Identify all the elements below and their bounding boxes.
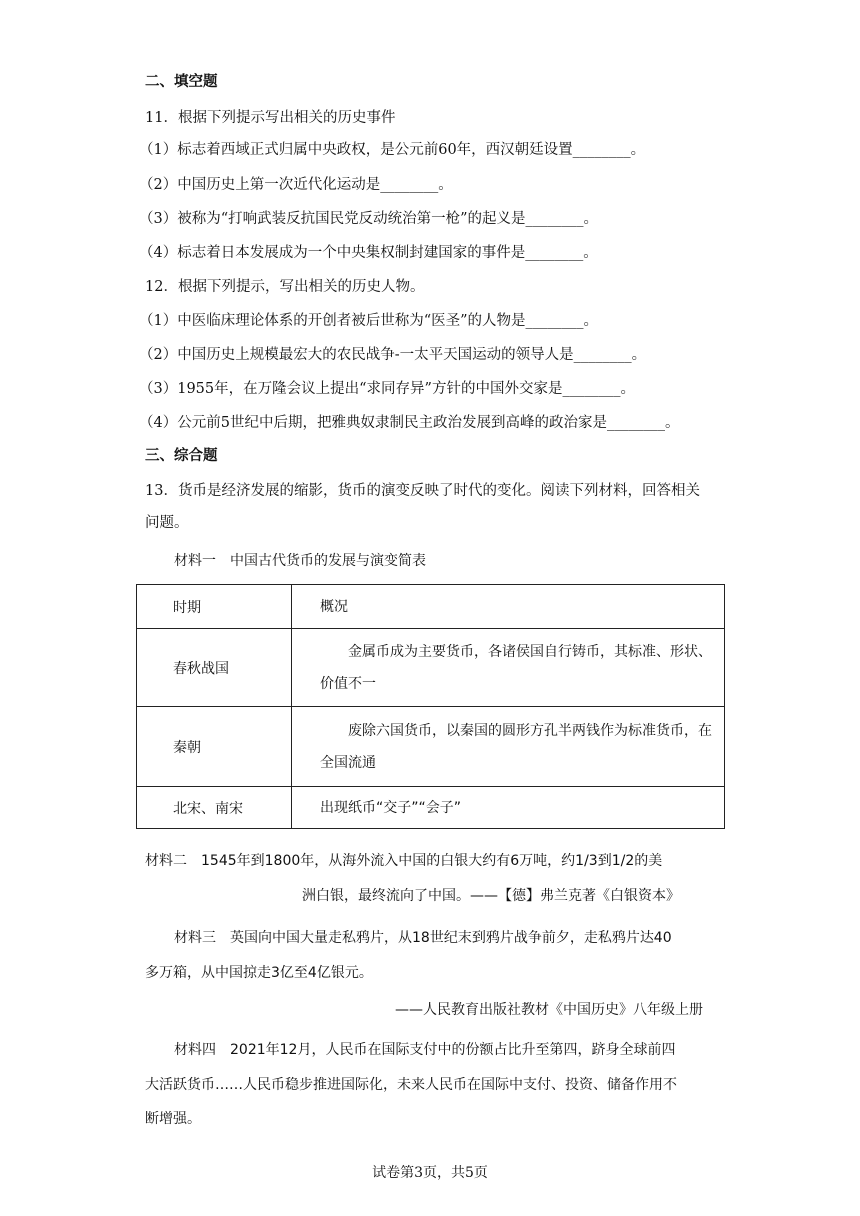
table-header-period: 时期 [137, 585, 292, 629]
page-footer: 试卷第3页，共5页 [372, 1165, 488, 1181]
question-11-item-4: （4）标志着日本发展成为一个中央集权制封建国家的事件是________。 [139, 245, 598, 261]
question-11-stem: 11．根据下列提示写出相关的历史事件 [145, 110, 396, 126]
question-11-item-2: （2）中国历史上第一次近代化运动是________。 [139, 177, 453, 193]
material-4-line-1: 材料四 2021年12月，人民币在国际支付中的份额占比升至第四，跻身全球前四 [174, 1042, 676, 1058]
table-cell-overview: 金属币成为主要货币，各诸侯国自行铸币，其标准、形状、价值不一 [292, 629, 725, 707]
table-cell-period: 春秋战国 [137, 629, 292, 707]
material-3-line-2: 多万箱，从中国掠走3亿至4亿银元。 [145, 965, 373, 981]
question-12-item-3: （3）1955年，在万隆会议上提出“求同存异”方针的中国外交家是________。 [139, 381, 635, 397]
table-header-overview: 概况 [292, 585, 725, 629]
material-4-line-3: 断增强。 [145, 1111, 201, 1127]
question-13-stem-line-2: 问题。 [145, 515, 189, 531]
material-2-line-1: 材料二 1545年到1800年，从海外流入中国的白银大约有6万吨，约1/3到1/2的美 [145, 853, 663, 869]
table-cell-period: 秦朝 [137, 707, 292, 787]
section-heading-comprehensive: 三、综合题 [145, 447, 218, 464]
table-row [137, 787, 725, 829]
section-heading-fill-in: 二、填空题 [145, 73, 218, 90]
question-12-item-4: （4）公元前5世纪中后期，把雅典奴隶制民主政治发展到高峰的政治家是________。 [139, 415, 680, 431]
table-cell-overview: 废除六国货币，以秦国的圆形方孔半两钱作为标准货币，在全国流通 [292, 707, 725, 787]
material-4-line-2: 大活跃货币……人民币稳步推进国际化，未来人民币在国际中支付、投资、储备作用不 [145, 1077, 677, 1093]
material-1-caption: 材料一 中国古代货币的发展与演变简表 [174, 553, 426, 569]
table-cell-period: 北宋、南宋 [137, 787, 292, 829]
currency-evolution-table [136, 584, 725, 829]
question-12-item-1: （1）中医临床理论体系的开创者被后世称为“医圣”的人物是________。 [139, 313, 599, 329]
question-12-item-2: （2）中国历史上规模最宏大的农民战争-一太平天国运动的领导人是________。 [139, 347, 647, 363]
question-11-item-3: （3）被称为“打响武装反抗国民党反动统治第一枪”的起义是________。 [139, 211, 599, 227]
table-cell-overview: 出现纸币“交子”“会子” [292, 787, 725, 829]
material-3-source: ——人民教育出版社教材《中国历史》八年级上册 [395, 1002, 703, 1018]
table-row [137, 629, 725, 707]
question-13-stem-line-1: 13．货币是经济发展的缩影，货币的演变反映了时代的变化。阅读下列材料，回答相关 [145, 483, 700, 499]
material-2-line-2: 洲白银，最终流向了中国。——【德】弗兰克著《白银资本》 [302, 888, 680, 904]
question-11-item-1: （1）标志着西域正式归属中央政权，是公元前60年，西汉朝廷设置________。 [139, 142, 646, 158]
table-row [137, 707, 725, 787]
material-3-line-1: 材料三 英国向中国大量走私鸦片，从18世纪末到鸦片战争前夕，走私鸦片达40 [174, 930, 672, 946]
table-header-row [137, 585, 725, 629]
question-12-stem: 12．根据下列提示，写出相关的历史人物。 [145, 279, 425, 295]
